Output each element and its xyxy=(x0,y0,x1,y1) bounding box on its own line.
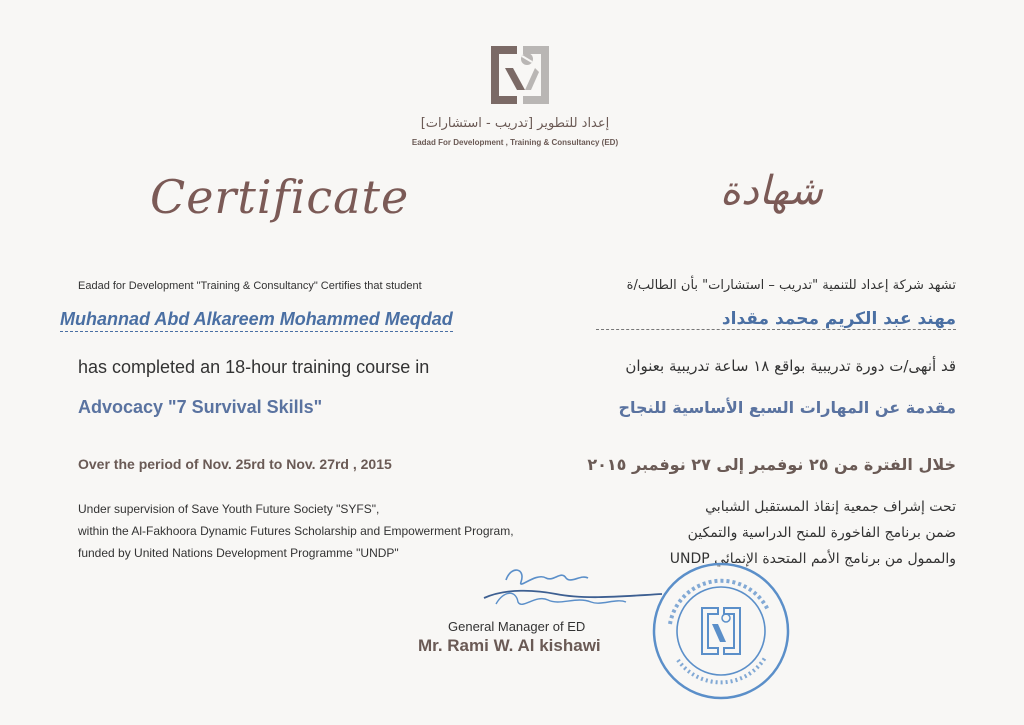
english-period-text: Over the period of Nov. 25rd to Nov. 27rd , 2015 xyxy=(78,456,392,472)
logo-arabic-org: إعداد للتطوير [تدريب - استشارات] xyxy=(420,116,610,131)
logo-english-org: Eadad For Development , Training & Consultancy (ED) xyxy=(411,138,619,147)
arabic-program-line: ضمن برنامج الفاخورة للمنح الدراسية والتمكين xyxy=(687,525,956,541)
signatory-role: General Manager of ED xyxy=(448,619,586,634)
english-student-name: Muhannad Abd Alkareem Mohammed Meqdad xyxy=(60,309,453,332)
signatory-name: Mr. Rami W. Al kishawi xyxy=(418,636,601,655)
english-program-line: within the Al-Fakhoora Dynamic Futures Scholarship and Empowerment Program, xyxy=(78,524,514,538)
arabic-course-title: مقدمة عن المهارات السبع الأساسية للنجاح xyxy=(618,398,956,417)
organization-stamp xyxy=(650,560,792,702)
english-certifies-text: Eadad for Development "Training & Consultancy" Certifies that student xyxy=(78,280,422,292)
english-supervision-line: Under supervision of Save Youth Future Society "SYFS", xyxy=(78,502,380,516)
english-course-title: Advocacy "7 Survival Skills" xyxy=(78,397,323,417)
english-supervision-block xyxy=(78,498,514,564)
title-english: Certificate xyxy=(150,170,410,224)
title-arabic: شهادة xyxy=(720,168,823,214)
arabic-funding-line: والممول من برنامج الأمم المتحدة الإنمائي UNDP xyxy=(669,551,956,567)
arabic-supervision-line: تحت إشراف جمعية إنقاذ المستقبل الشبابي xyxy=(705,499,956,515)
arabic-completed-text: قد أنهى/ت دورة تدريبية بواقع ١٨ ساعة تدريبية بعنوان xyxy=(625,357,956,375)
english-completed-text: has completed an 18-hour training course in xyxy=(78,357,430,377)
arabic-certifies-text: تشهد شركة إعداد للتنمية "تدريب – استشارات" بأن الطالب/ة xyxy=(626,278,956,293)
eadad-logo-icon xyxy=(487,42,553,108)
arabic-student-name: مهند عبد الكريم محمد مقداد xyxy=(596,309,956,330)
handwritten-signature xyxy=(466,560,666,620)
english-funding-line: funded by United Nations Development Programme "UNDP" xyxy=(78,546,399,560)
arabic-period-text: خلال الفترة من ٢٥ نوفمبر إلى ٢٧ نوفمبر ٢٠١٥ xyxy=(587,455,956,474)
